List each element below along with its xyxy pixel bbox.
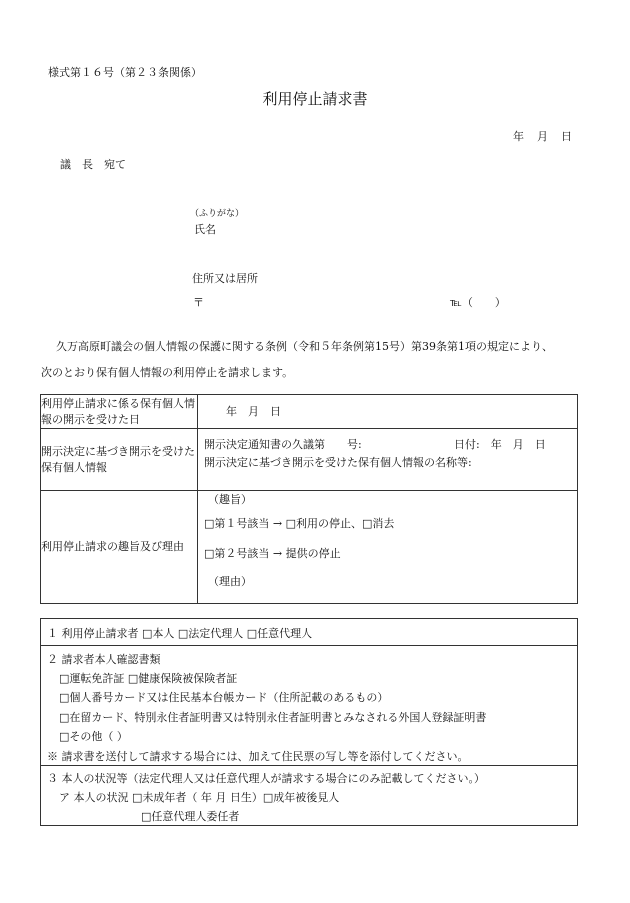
principal-status-line-1[interactable]: ア 本人の状況 □未成年者（ 年 月 日生）□成年被後見人 [59, 791, 340, 804]
tel-label: ℡（ ） [450, 296, 506, 309]
section-2-heading: ２ 請求者本人確認書類 [47, 653, 161, 666]
table-row [41, 491, 578, 604]
id-doc-option-1[interactable]: □運転免許証 □健康保険被保険者証 [59, 672, 238, 685]
table-row [41, 395, 578, 429]
intro-line-1: 久万高原町議会の個人情報の保護に関する条例（令和５年条例第15号）第39条第1項の規定により、 [56, 340, 553, 353]
disclosure-date-cell[interactable] [198, 395, 578, 429]
purpose-heading: （趣旨） [208, 492, 252, 506]
notice-number: 開示決定通知書の久議第 号: [204, 437, 362, 451]
page-title: 利用停止請求書 [262, 90, 368, 108]
section-3-heading: ３ 本人の状況等（法定代理人又は任意代理人が請求する場合にのみ記載してください。） [47, 772, 485, 785]
disclosed-info-cell[interactable] [198, 429, 578, 491]
section-3-divider [41, 765, 577, 766]
request-table [40, 394, 578, 604]
name-label: 氏名 [194, 223, 216, 236]
address-label: 住所又は居所 [192, 272, 258, 285]
section-2-divider [41, 645, 577, 646]
reason-heading: （理由） [208, 574, 252, 588]
addressee: 議 長 宛て [60, 158, 126, 171]
date-line: 年 月 日 [513, 130, 573, 143]
postal-mark: 〒 [193, 296, 204, 309]
id-doc-option-3[interactable]: □在留カード、特別永住者証明書又は特別永住者証明書とみなされる外国人登録証明書 [59, 711, 487, 724]
purpose-reason-label: 利用停止請求の趣旨及び理由 [41, 491, 198, 604]
id-doc-option-4[interactable]: □その他（ ） [59, 730, 128, 743]
purpose-reason-cell[interactable] [198, 491, 578, 604]
requester-sections [40, 618, 578, 826]
section-1-requester[interactable]: １ 利用停止請求者 □本人 □法定代理人 □任意代理人 [47, 627, 313, 640]
id-doc-option-2[interactable]: □個人番号カード又は住民基本台帳カード（住所記載のあるもの） [59, 691, 389, 704]
disclosure-date-value: 年 月 日 [226, 404, 281, 418]
principal-status-line-2[interactable]: □任意代理人委任者 [141, 810, 240, 823]
disclosed-info-name: 開示決定に基づき開示を受けた保有個人情報の名称等: [204, 455, 472, 469]
furigana-label: （ふりがな） [190, 209, 245, 219]
section-2-note: ※ 請求書を送付して請求する場合には、加えて住民票の写し等を添付してください。 [47, 750, 469, 763]
notice-date: 日付: 年 月 日 [454, 437, 546, 451]
disclosure-date-label: 利用停止請求に係る保有個人情報の開示を受けた日 [41, 395, 198, 429]
clause-2-option[interactable]: □第２号該当 → 提供の停止 [204, 546, 341, 560]
clause-1-option[interactable]: □第１号該当 → □利用の停止、□消去 [204, 516, 395, 530]
disclosed-info-label: 開示決定に基づき開示を受けた保有個人情報 [41, 429, 198, 491]
intro-line-2: 次のとおり保有個人情報の利用停止を請求します。 [41, 366, 294, 379]
table-row [41, 429, 578, 491]
form-number: 様式第１６号（第２３条関係） [48, 66, 202, 79]
